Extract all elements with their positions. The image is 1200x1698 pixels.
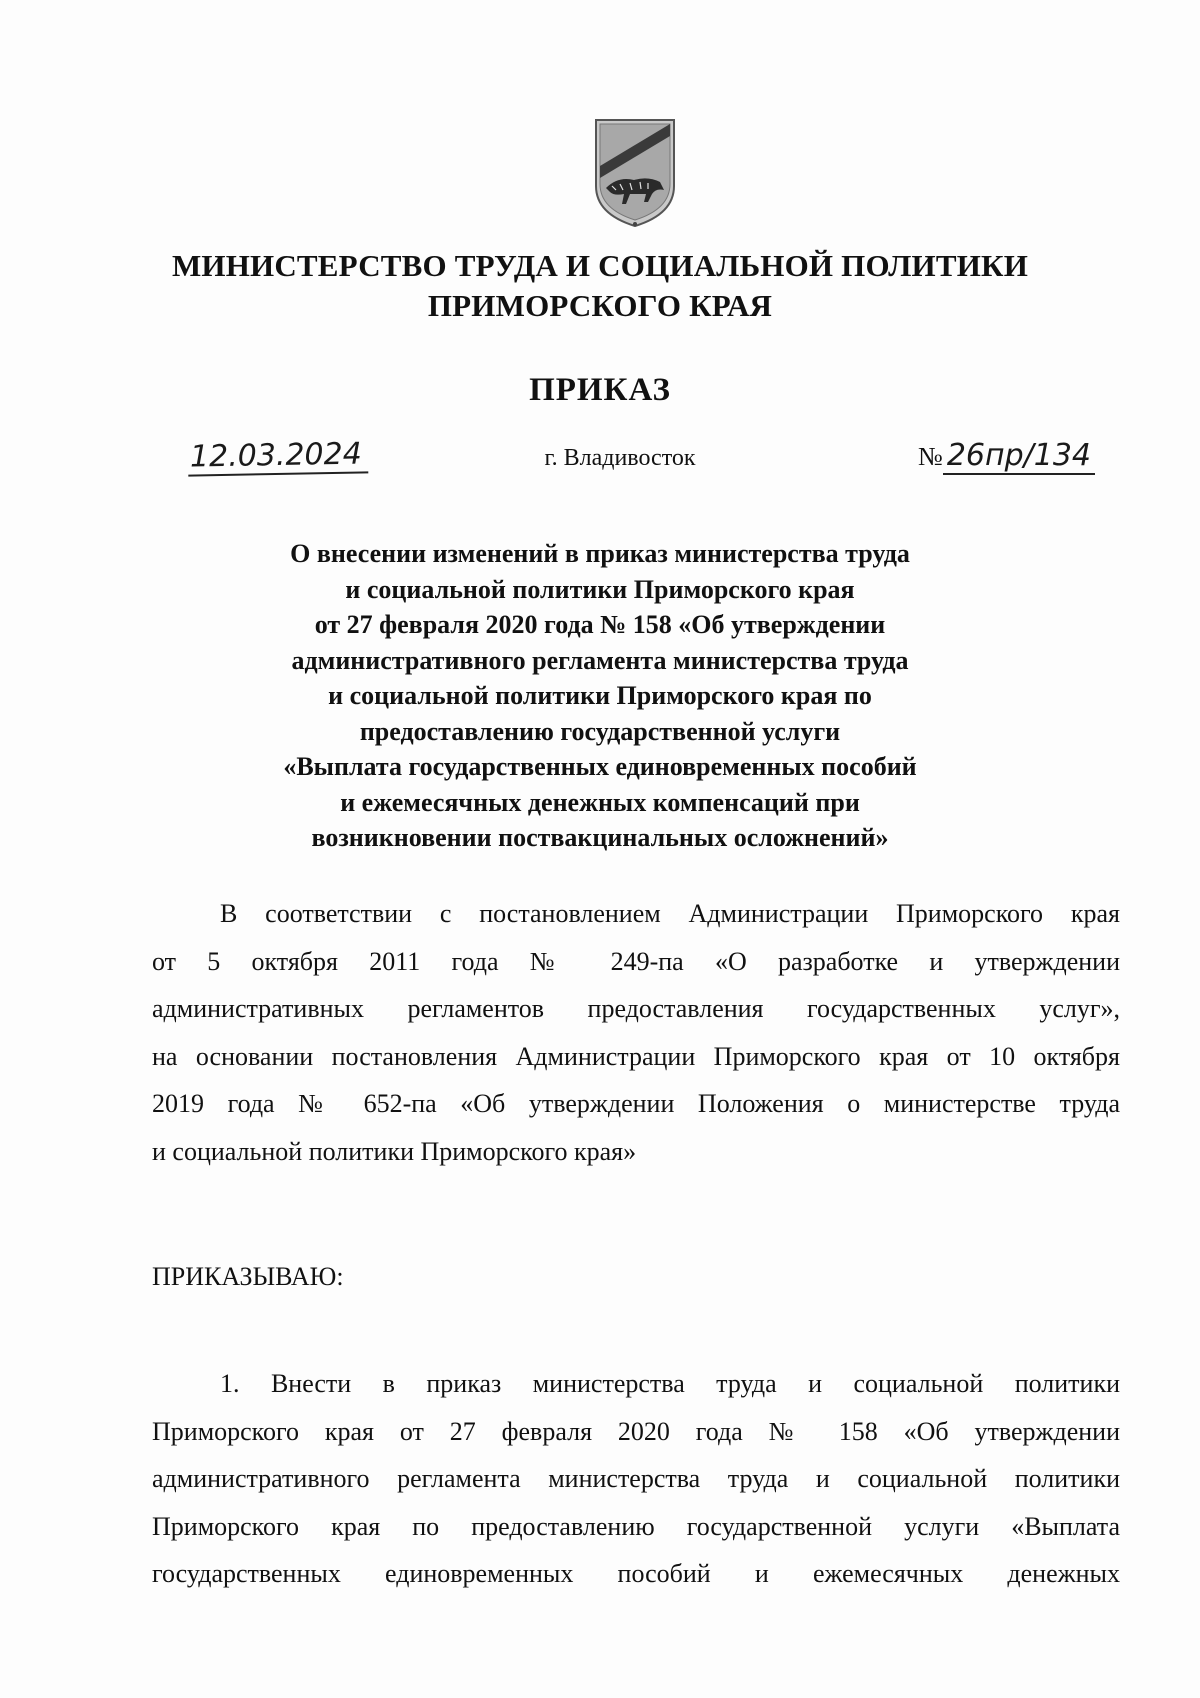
preamble-line: и социальной политики Приморского края» xyxy=(152,1136,637,1166)
preamble-line: на основании постановления Администрации Приморского края от 10 октября xyxy=(152,1041,1120,1071)
item-1-line: административного регламента министерства труда и социальной политики xyxy=(152,1464,1120,1493)
document-type-heading: ПРИКАЗ xyxy=(529,372,671,408)
title-line: «Выплата государственных единовременных пособий xyxy=(283,752,917,781)
order-city: г. Владивосток xyxy=(544,445,696,471)
title-line: возникновении поствакцинальных осложнений» xyxy=(311,823,889,852)
item-1-paragraph xyxy=(152,1360,1120,1598)
item-1-line: 1. Внести в приказ министерства труда и социальной политики xyxy=(220,1369,1120,1398)
order-number xyxy=(918,438,1095,473)
preamble-line: 2019 года № 652-па «Об утверждении Положения о министерстве труда xyxy=(152,1089,1120,1118)
preamble-line: административных регламентов предоставления государственных услуг», xyxy=(152,994,1120,1023)
number-sign: № xyxy=(918,442,943,471)
order-directive-word: ПРИКАЗЫВАЮ: xyxy=(152,1262,344,1291)
order-title xyxy=(240,536,960,856)
order-number-handwritten: 26пр/134 xyxy=(943,438,1095,475)
preamble-paragraph xyxy=(152,890,1120,1175)
ministry-name-line2: ПРИМОРСКОГО КРАЯ xyxy=(427,288,773,323)
title-line: предоставлению государственной услуги xyxy=(359,716,841,746)
preamble-line: от 5 октября 2011 года № 249-па «О разработке и утверждении xyxy=(152,946,1120,976)
ministry-name-line1: МИНИСТЕРСТВО ТРУДА И СОЦИАЛЬНОЙ ПОЛИТИКИ xyxy=(171,248,1029,283)
preamble-line: В соответствии с постановлением Администрации Приморского края xyxy=(220,899,1120,928)
order-date-handwritten: 12.03.2024 xyxy=(188,436,368,476)
title-line: и ежемесячных денежных компенсаций при xyxy=(340,787,860,817)
title-line: от 27 февраля 2020 года № 158 «Об утверждении xyxy=(314,610,886,639)
item-1-line: государственных единовременных пособий и ежемесячных денежных xyxy=(152,1559,1120,1588)
item-1-line: Приморского края по предоставлению государственной услуги «Выплата xyxy=(152,1511,1120,1541)
coat-of-arms-icon xyxy=(590,116,680,228)
item-1-line: Приморского края от 27 февраля 2020 года № 158 «Об утверждении xyxy=(152,1416,1120,1446)
title-line: административного регламента министерства труда xyxy=(291,645,909,675)
title-line: и социальной политики Приморского края xyxy=(345,574,855,604)
title-line: О внесении изменений в приказ министерства труда xyxy=(290,539,910,568)
title-line: и социальной политики Приморского края по xyxy=(328,681,872,710)
